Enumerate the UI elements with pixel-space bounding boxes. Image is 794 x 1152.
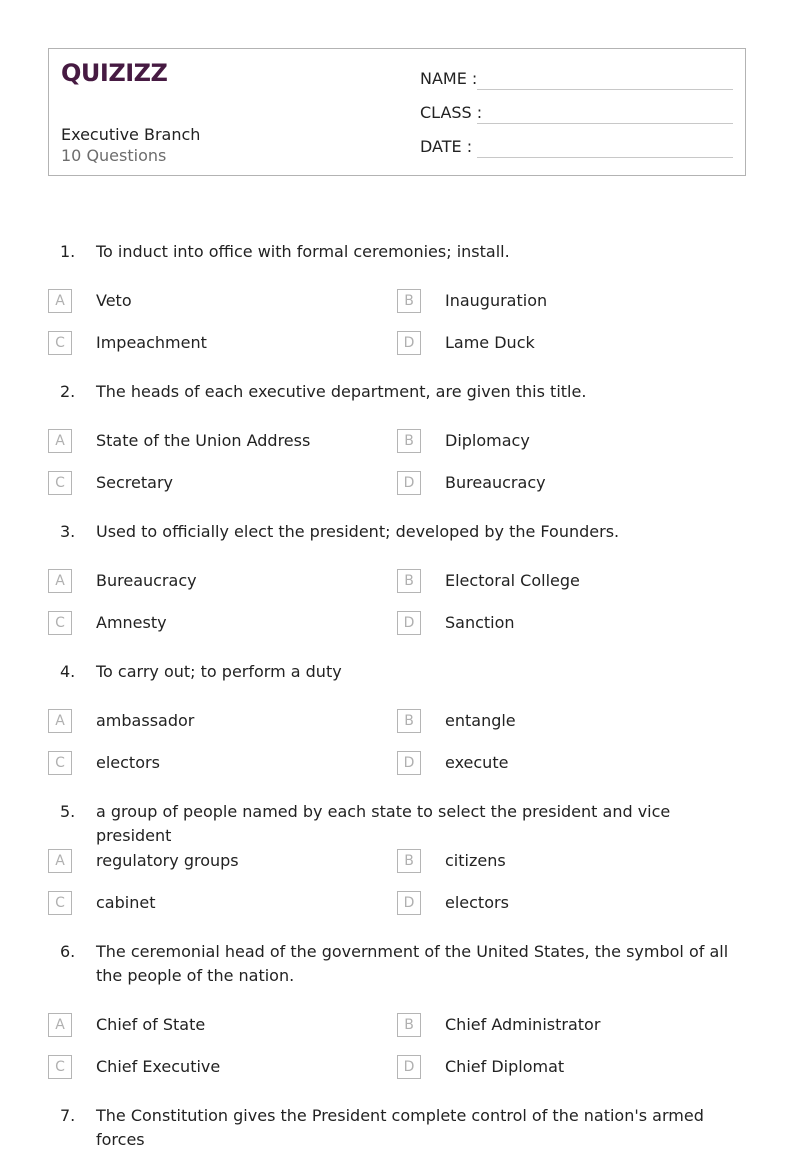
option-text-b: Electoral College (445, 571, 580, 590)
option-letter-c[interactable]: C (48, 471, 72, 495)
question-number: 3. (60, 522, 76, 541)
name-label: NAME : (420, 69, 478, 88)
question-number: 6. (60, 942, 76, 961)
option-letter-d[interactable]: D (397, 611, 421, 635)
question-text: To carry out; to perform a duty (96, 662, 342, 681)
option-text-a: ambassador (96, 711, 195, 730)
question-number: 1. (60, 242, 76, 261)
option-text-a: State of the Union Address (96, 431, 311, 450)
option-letter-b[interactable]: B (397, 849, 421, 873)
option-letter-b[interactable]: B (397, 1013, 421, 1037)
class-label: CLASS : (420, 103, 483, 122)
worksheet-title: Executive Branch (61, 125, 201, 144)
option-text-c: Chief Executive (96, 1057, 221, 1076)
question-text: The ceremonial head of the government of the United States, the symbol of all the people of the nation. (96, 942, 729, 985)
option-letter-b[interactable]: B (397, 289, 421, 313)
option-letter-d[interactable]: D (397, 751, 421, 775)
option-text-a: Bureaucracy (96, 571, 197, 590)
option-text-d: execute (445, 753, 509, 772)
name-line[interactable] (477, 89, 733, 90)
option-letter-b[interactable]: B (397, 709, 421, 733)
option-text-b: Diplomacy (445, 431, 530, 450)
option-text-b: citizens (445, 851, 506, 870)
question-text: Used to officially elect the president; developed by the Founders. (96, 522, 620, 541)
option-letter-d[interactable]: D (397, 331, 421, 355)
option-text-c: Amnesty (96, 613, 167, 632)
option-text-d: electors (445, 893, 509, 912)
option-text-a: Chief of State (96, 1015, 206, 1034)
option-text-b: Inauguration (445, 291, 548, 310)
option-letter-d[interactable]: D (397, 1055, 421, 1079)
option-text-c: cabinet (96, 893, 156, 912)
option-letter-d[interactable]: D (397, 471, 421, 495)
option-letter-d[interactable]: D (397, 891, 421, 915)
option-letter-a[interactable]: A (48, 709, 72, 733)
question-count: 10 Questions (61, 146, 167, 165)
option-letter-a[interactable]: A (48, 289, 72, 313)
option-text-c: Impeachment (96, 333, 207, 352)
option-letter-a[interactable]: A (48, 1013, 72, 1037)
question-text: To induct into office with formal ceremonies; install. (96, 242, 510, 261)
option-text-d: Lame Duck (445, 333, 535, 352)
option-letter-b[interactable]: B (397, 429, 421, 453)
option-text-d: Bureaucracy (445, 473, 546, 492)
option-text-a: regulatory groups (96, 851, 239, 870)
option-letter-c[interactable]: C (48, 1055, 72, 1079)
option-letter-a[interactable]: A (48, 569, 72, 593)
option-letter-c[interactable]: C (48, 331, 72, 355)
class-line[interactable] (477, 123, 733, 124)
option-text-d: Sanction (445, 613, 515, 632)
date-label: DATE : (420, 137, 473, 156)
question-number: 4. (60, 662, 76, 681)
question-text: The Constitution gives the President complete control of the nation's armed forces (96, 1106, 704, 1149)
worksheet-header (48, 48, 746, 176)
question-text: a group of people named by each state to select the president and vice president (96, 802, 671, 845)
option-letter-a[interactable]: A (48, 429, 72, 453)
question-text: The heads of each executive department, are given this title. (96, 382, 587, 401)
option-letter-a[interactable]: A (48, 849, 72, 873)
question-number: 5. (60, 802, 76, 821)
date-line[interactable] (477, 157, 733, 158)
option-text-c: Secretary (96, 473, 173, 492)
option-text-d: Chief Diplomat (445, 1057, 565, 1076)
question-number: 2. (60, 382, 76, 401)
quizizz-logo: QUIZIZZ (61, 59, 168, 87)
option-text-b: entangle (445, 711, 516, 730)
option-letter-c[interactable]: C (48, 611, 72, 635)
option-text-c: electors (96, 753, 160, 772)
option-text-b: Chief Administrator (445, 1015, 601, 1034)
option-letter-c[interactable]: C (48, 751, 72, 775)
question-number: 7. (60, 1106, 76, 1125)
option-letter-b[interactable]: B (397, 569, 421, 593)
option-letter-c[interactable]: C (48, 891, 72, 915)
option-text-a: Veto (96, 291, 132, 310)
